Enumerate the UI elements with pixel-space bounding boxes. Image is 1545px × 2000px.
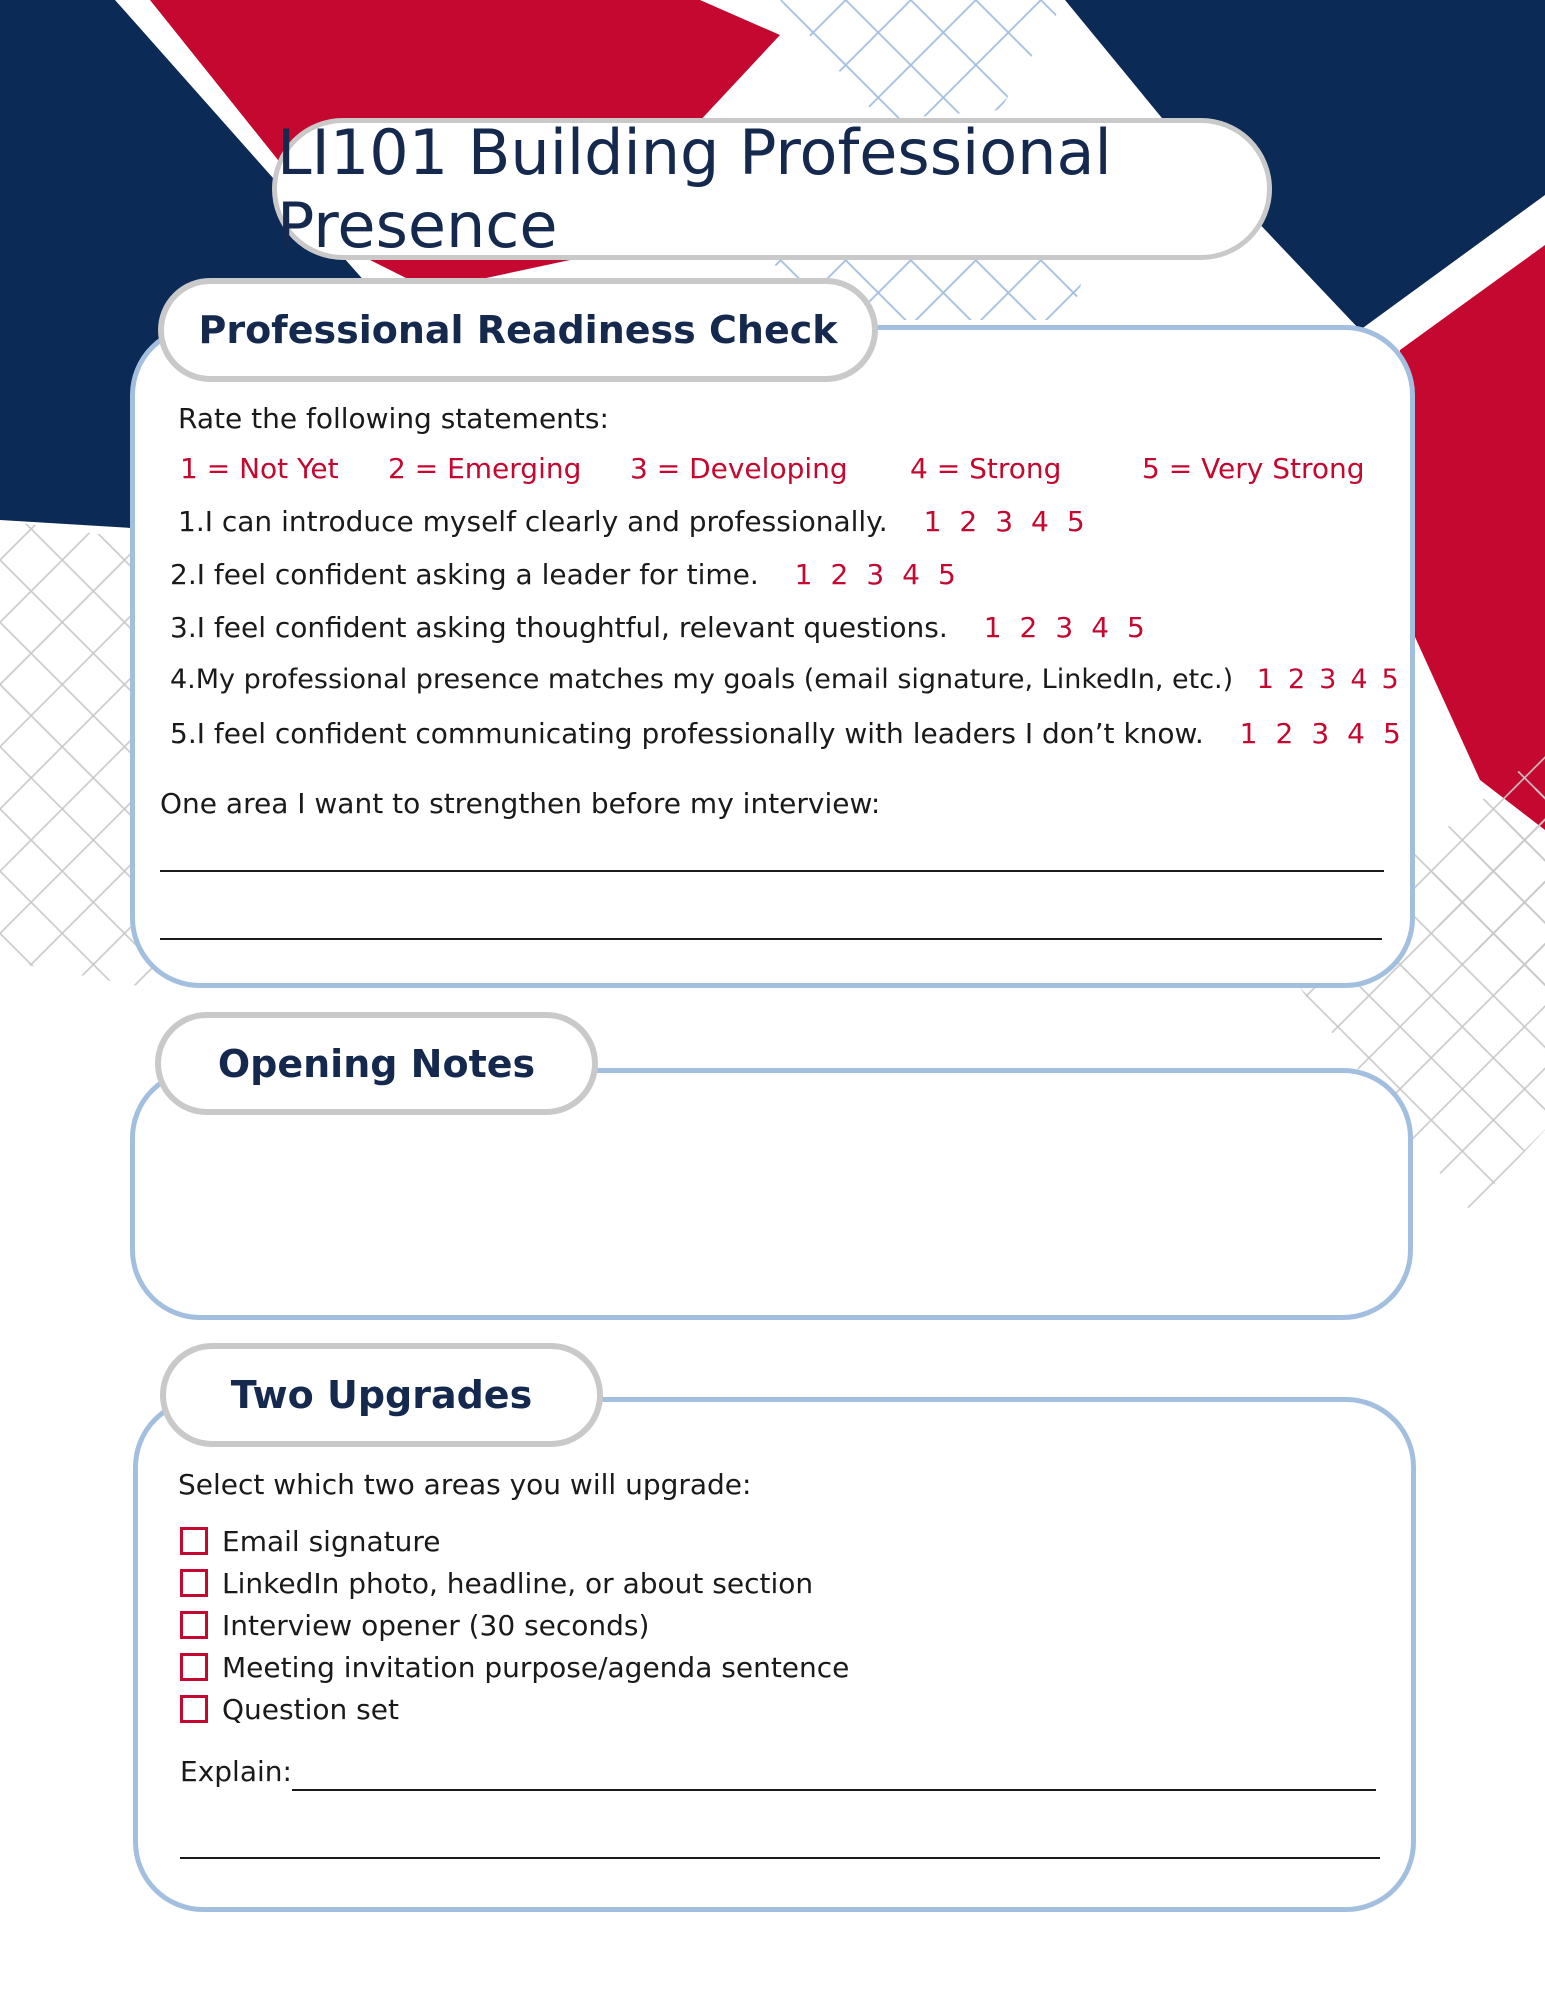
statement-number: 2. <box>170 558 197 591</box>
rating-3[interactable]: 3 <box>866 558 885 591</box>
rating-5[interactable]: 5 <box>1381 664 1399 695</box>
rating-2[interactable]: 2 <box>830 558 849 591</box>
rating-2[interactable]: 2 <box>1275 717 1294 750</box>
statement-row <box>170 717 1410 750</box>
rating-5[interactable]: 5 <box>937 558 956 591</box>
readiness-tab <box>158 278 878 382</box>
rating-1[interactable]: 1 <box>1239 717 1258 750</box>
rating-options[interactable] <box>915 505 1094 538</box>
option-label: Meeting invitation purpose/agenda sentence <box>222 1651 850 1684</box>
rating-4[interactable]: 4 <box>1091 611 1110 644</box>
statement-number: 3. <box>170 611 197 644</box>
scale-3: 3 = Developing <box>630 452 848 485</box>
upgrade-option[interactable] <box>180 1525 440 1558</box>
statement-text: I can introduce myself clearly and professionally. <box>204 505 888 538</box>
statement-text: My professional presence matches my goals (email signature, LinkedIn, etc.) <box>195 664 1234 695</box>
upgrade-option[interactable] <box>180 1567 813 1600</box>
rating-options[interactable] <box>1231 717 1410 750</box>
rating-3[interactable]: 3 <box>995 505 1014 538</box>
upgrades-tab <box>160 1343 603 1447</box>
rating-4[interactable]: 4 <box>1350 664 1368 695</box>
explain-label: Explain: <box>180 1755 292 1788</box>
rating-2[interactable]: 2 <box>1019 611 1038 644</box>
statement-row <box>178 505 1094 538</box>
scale-4: 4 = Strong <box>910 452 1062 485</box>
rating-options[interactable] <box>975 611 1154 644</box>
rating-1[interactable]: 1 <box>983 611 1002 644</box>
rating-5[interactable]: 5 <box>1382 717 1401 750</box>
statement-number: 1. <box>178 505 205 538</box>
rating-2[interactable]: 2 <box>1287 664 1306 695</box>
option-label: LinkedIn photo, headline, or about section <box>222 1567 814 1600</box>
checkbox[interactable] <box>180 1695 208 1723</box>
upgrade-option[interactable] <box>180 1609 649 1642</box>
strengthen-answer-line-2[interactable] <box>160 938 1382 940</box>
scale-1: 1 = Not Yet <box>180 452 339 485</box>
rating-4[interactable]: 4 <box>1031 505 1049 538</box>
statement-text: I feel confident asking a leader for time. <box>196 558 759 591</box>
opening-notes-heading: Opening Notes <box>217 1041 536 1086</box>
rating-4[interactable]: 4 <box>1347 717 1365 750</box>
statement-row <box>170 611 1154 644</box>
rating-options[interactable] <box>1250 664 1406 695</box>
option-label: Email signature <box>222 1525 441 1558</box>
opening-notes-tab <box>155 1012 598 1115</box>
upgrade-option[interactable] <box>180 1651 849 1684</box>
rating-3[interactable]: 3 <box>1055 611 1074 644</box>
rating-options[interactable] <box>786 558 965 591</box>
upgrades-instruction: Select which two areas you will upgrade: <box>178 1468 752 1501</box>
statement-number: 4. <box>170 664 196 695</box>
rating-scale <box>0 452 1545 492</box>
upgrade-option[interactable] <box>180 1693 399 1726</box>
strengthen-answer-line-1[interactable] <box>160 870 1384 872</box>
rating-4[interactable]: 4 <box>902 558 920 591</box>
rating-2[interactable]: 2 <box>959 505 978 538</box>
checkbox[interactable] <box>180 1569 208 1597</box>
page-title: LI101 Building Professional Presence <box>277 116 1112 262</box>
checkbox[interactable] <box>180 1611 208 1639</box>
scale-2: 2 = Emerging <box>388 452 582 485</box>
readiness-heading: Professional Readiness Check <box>198 308 838 352</box>
statement-text: I feel confident asking thoughtful, relevant questions. <box>196 611 948 644</box>
rating-3[interactable]: 3 <box>1311 717 1330 750</box>
readiness-instruction: Rate the following statements: <box>178 402 609 435</box>
rating-5[interactable]: 5 <box>1127 611 1145 644</box>
checkbox[interactable] <box>180 1527 208 1555</box>
explain-answer-line-1[interactable] <box>292 1789 1376 1791</box>
option-label: Interview opener (30 seconds) <box>222 1609 650 1642</box>
title-banner <box>272 118 1272 260</box>
strengthen-prompt: One area I want to strengthen before my interview: <box>160 787 881 820</box>
statement-row <box>170 664 1406 695</box>
rating-1[interactable]: 1 <box>1256 664 1274 695</box>
upgrades-heading: Two Upgrades <box>230 1373 533 1417</box>
checkbox[interactable] <box>180 1653 208 1681</box>
scale-5: 5 = Very Strong <box>1142 452 1365 485</box>
option-label: Question set <box>222 1693 399 1726</box>
rating-1[interactable]: 1 <box>794 558 813 591</box>
statement-text: I feel confident communicating professionally with leaders I don’t know. <box>196 717 1204 750</box>
statement-number: 5. <box>170 717 197 750</box>
rating-1[interactable]: 1 <box>923 505 942 538</box>
rating-5[interactable]: 5 <box>1066 505 1085 538</box>
explain-answer-line-2[interactable] <box>180 1857 1380 1859</box>
statement-row <box>170 558 965 591</box>
rating-3[interactable]: 3 <box>1319 664 1337 695</box>
